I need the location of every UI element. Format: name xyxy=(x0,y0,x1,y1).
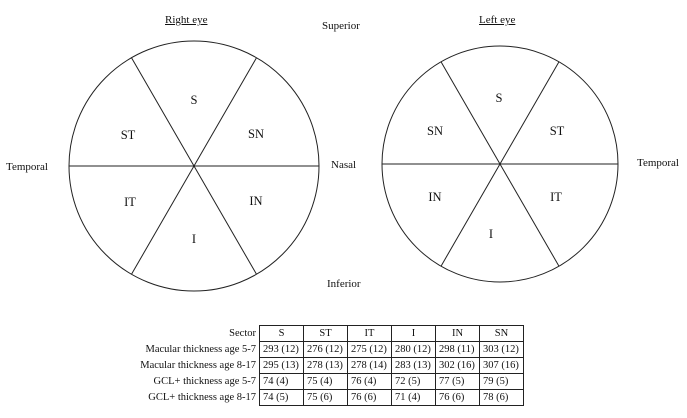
row-label: GCL+ thickness age 8-17 xyxy=(148,391,256,403)
nasal-label: Nasal xyxy=(331,159,357,171)
column-header: I xyxy=(392,326,436,342)
right-eye-sector-st: ST xyxy=(120,128,136,142)
table-row xyxy=(133,358,524,374)
table-row xyxy=(133,390,524,406)
inferior-label: Inferior xyxy=(327,278,361,290)
table-cell: 74 (5) xyxy=(260,390,304,406)
table-cell: 298 (11) xyxy=(436,342,480,358)
table-cell: 74 (4) xyxy=(260,374,304,390)
table-row xyxy=(133,342,524,358)
table-cell: 280 (12) xyxy=(392,342,436,358)
left-eye-sector-it: IT xyxy=(550,190,562,204)
row-label: Macular thickness age 5-7 xyxy=(145,343,256,355)
right-eye-sector-i: I xyxy=(191,232,197,246)
temporal-label-right-eye: Temporal xyxy=(6,161,48,173)
left-eye-title: Left eye xyxy=(479,14,516,26)
table-header-row xyxy=(133,326,524,342)
left-eye-sector-s: S xyxy=(495,91,503,105)
table-cell: 72 (5) xyxy=(392,374,436,390)
right-eye-title: Right eye xyxy=(165,14,208,26)
column-header: S xyxy=(260,326,304,342)
table-cell: 295 (13) xyxy=(260,358,304,374)
table-cell: 293 (12) xyxy=(260,342,304,358)
table-cell: 302 (16) xyxy=(436,358,480,374)
row-label: Macular thickness age 8-17 xyxy=(140,359,256,371)
table-cell: 76 (6) xyxy=(348,390,392,406)
table-row xyxy=(133,374,524,390)
table-cell: 79 (5) xyxy=(480,374,524,390)
left-eye-sector-sn: SN xyxy=(427,124,443,138)
table-cell: 278 (14) xyxy=(348,358,392,374)
superior-label: Superior xyxy=(322,20,360,32)
column-header: IT xyxy=(348,326,392,342)
table-cell: 303 (12) xyxy=(480,342,524,358)
right-eye-sector-in: IN xyxy=(249,194,263,208)
right-eye-diagram xyxy=(69,41,319,291)
table-cell: 71 (4) xyxy=(392,390,436,406)
column-header: ST xyxy=(304,326,348,342)
table-cell: 75 (6) xyxy=(304,390,348,406)
right-eye-sector-it: IT xyxy=(124,195,136,209)
table-cell: 276 (12) xyxy=(304,342,348,358)
left-eye-sector-i: I xyxy=(488,227,494,241)
left-eye-sector-in: IN xyxy=(428,190,442,204)
table-cell: 283 (13) xyxy=(392,358,436,374)
table-cell: 76 (4) xyxy=(348,374,392,390)
table-cell: 78 (6) xyxy=(480,390,524,406)
table-cell: 75 (4) xyxy=(304,374,348,390)
table-cell: 275 (12) xyxy=(348,342,392,358)
left-eye-sector-st: ST xyxy=(549,124,565,138)
table-cell: 77 (5) xyxy=(436,374,480,390)
row-label: GCL+ thickness age 5-7 xyxy=(153,375,256,387)
left-eye-diagram xyxy=(382,46,618,282)
sector-header: Sector xyxy=(229,327,256,339)
right-eye-sector-sn: SN xyxy=(248,127,264,141)
table-cell: 76 (6) xyxy=(436,390,480,406)
table-cell: 278 (13) xyxy=(304,358,348,374)
temporal-label-left-eye: Temporal xyxy=(637,157,679,169)
column-header: IN xyxy=(436,326,480,342)
column-header: SN xyxy=(480,326,524,342)
thickness-table xyxy=(133,325,524,406)
table-cell: 307 (16) xyxy=(480,358,524,374)
right-eye-sector-s: S xyxy=(190,93,198,107)
